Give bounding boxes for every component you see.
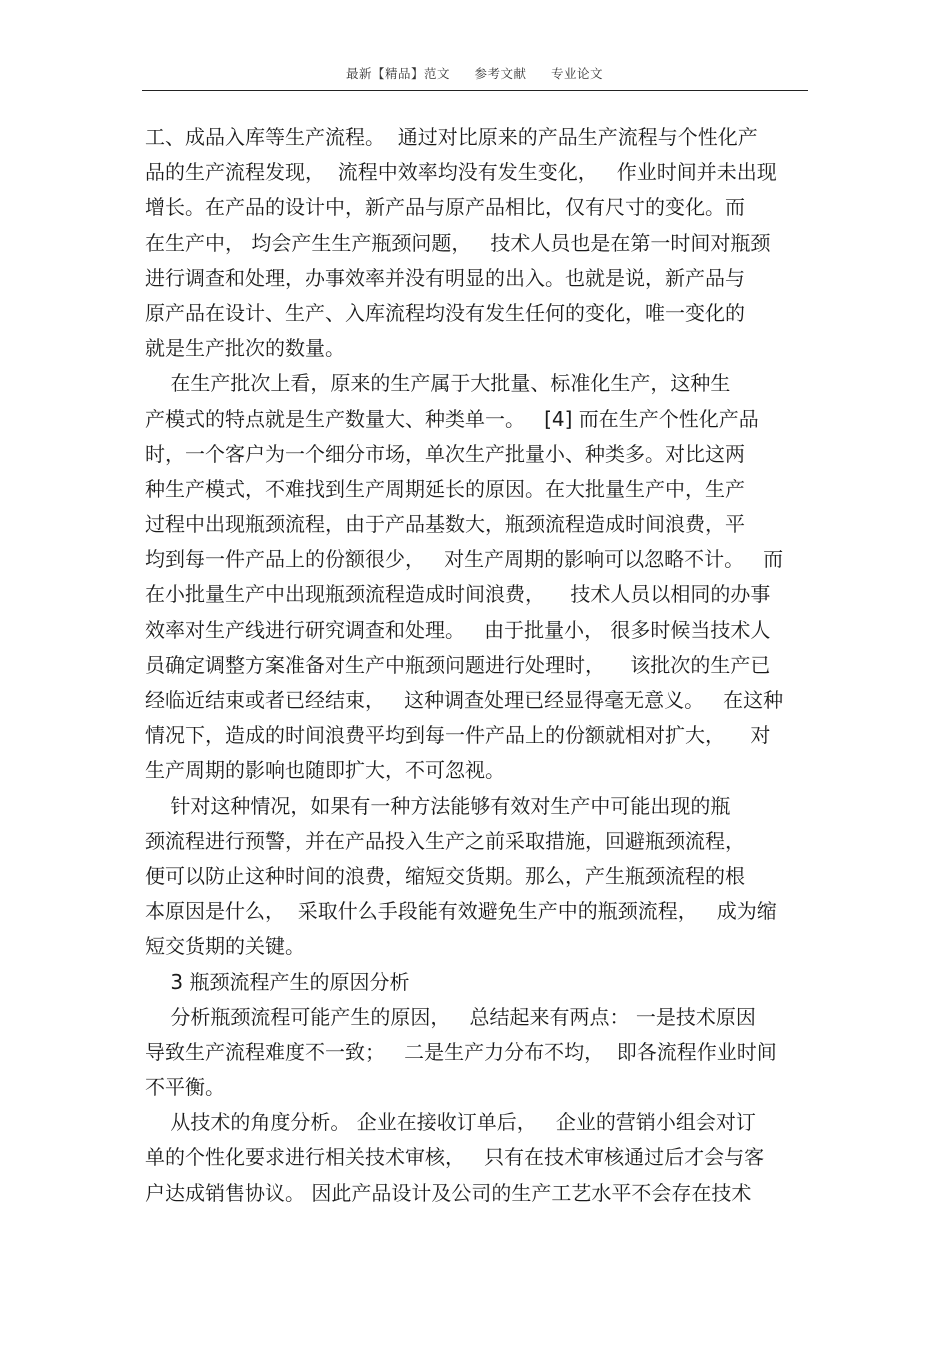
text-line: 增长。在产品的设计中，新产品与原产品相比，仅有尺寸的变化。而 [145,195,745,220]
text-line: 在小批量生产中出现瓶颈流程造成时间浪费， 技术人员以相同的办事 [145,582,771,607]
text-line: 颈流程进行预警，并在产品投入生产之前采取措施，回避瓶颈流程， [145,828,745,853]
text-line: 就是生产批次的数量。 [145,336,345,361]
text-line: 针对这种情况，如果有一种方法能够有效对生产中可能出现的瓶 [145,793,731,818]
body-text [145,120,810,1211]
header-item-lunwen: 专业论文 [550,66,603,81]
header-item-fanwen: 最新【精品】范文 [345,66,450,81]
text-line: 在生产中， 均会产生生产瓶颈问题， 技术人员也是在第一时间对瓶颈 [145,230,771,255]
text-line: 员确定调整方案准备对生产中瓶颈问题进行处理时， 该批次的生产已 [145,652,771,677]
text-line: 在生产批次上看，原来的生产属于大批量、标准化生产，这种生 [145,371,731,396]
text-line: 均到每一件产品上的份额很少， 对生产周期的影响可以忽略不计。 而 [145,547,784,572]
text-line: 不平衡。 [145,1075,225,1100]
text-line: 工、成品入库等生产流程。 通过对比原来的产品生产流程与个性化产 [145,125,758,149]
header-divider [142,90,808,91]
section-heading: 3 瓶颈流程产生的原因分析 [145,969,410,994]
text-line: 时，一个客户为一个细分市场，单次生产批量小、种类多。对比这两 [145,441,745,466]
text-line: 经临近结束或者已经结束， 这种调查处理已经显得毫无意义。 在这种 [145,688,784,712]
page-header [142,64,807,82]
text-line: 户达成销售协议。 因此产品设计及公司的生产工艺水平不会存在技术 [145,1180,752,1205]
text-line: 情况下，造成的时间浪费平均到每一件产品上的份额就相对扩大， 对 [145,723,771,748]
text-line: 短交货期的关键。 [145,934,305,959]
header-item-cankao: 参考文献 [474,66,527,81]
text-line: 原产品在设计、生产、入库流程均没有发生任何的变化，唯一变化的 [145,300,745,325]
text-line: 便可以防止这种时间的浪费，缩短交货期。那么，产生瓶颈流程的根 [145,863,745,888]
text-line: 过程中出现瓶颈流程，由于产品基数大，瓶颈流程造成时间浪费，平 [145,512,745,537]
text-line: 种生产模式，不难找到生产周期延长的原因。在大批量生产中，生产 [145,476,745,501]
text-line: 品的生产流程发现， 流程中效率均没有发生变化， 作业时间并未出现 [145,160,777,185]
text-line: 本原因是什么， 采取什么手段能有效避免生产中的瓶颈流程， 成为缩 [145,899,777,924]
text-line: 效率对生产线进行研究调查和处理。 由于批量小， 很多时候当技术人 [145,617,771,642]
text-line: 生产周期的影响也随即扩大，不可忽视。 [145,758,505,783]
text-line: 产模式的特点就是生产数量大、种类单一。 [4] 而在生产个性化产品 [145,406,759,431]
text-line: 进行调查和处理，办事效率并没有明显的出入。也就是说，新产品与 [145,265,745,290]
text-line: 单的个性化要求进行相关技术审核， 只有在技术审核通过后才会与客 [145,1145,765,1170]
text-line: 分析瓶颈流程可能产生的原因， 总结起来有两点： 一是技术原因 [145,1004,756,1029]
text-line: 从技术的角度分析。 企业在接收订单后， 企业的营销小组会对订 [145,1110,756,1135]
text-line: 导致生产流程难度不一致； 二是生产力分布不均， 即各流程作业时间 [145,1039,777,1064]
